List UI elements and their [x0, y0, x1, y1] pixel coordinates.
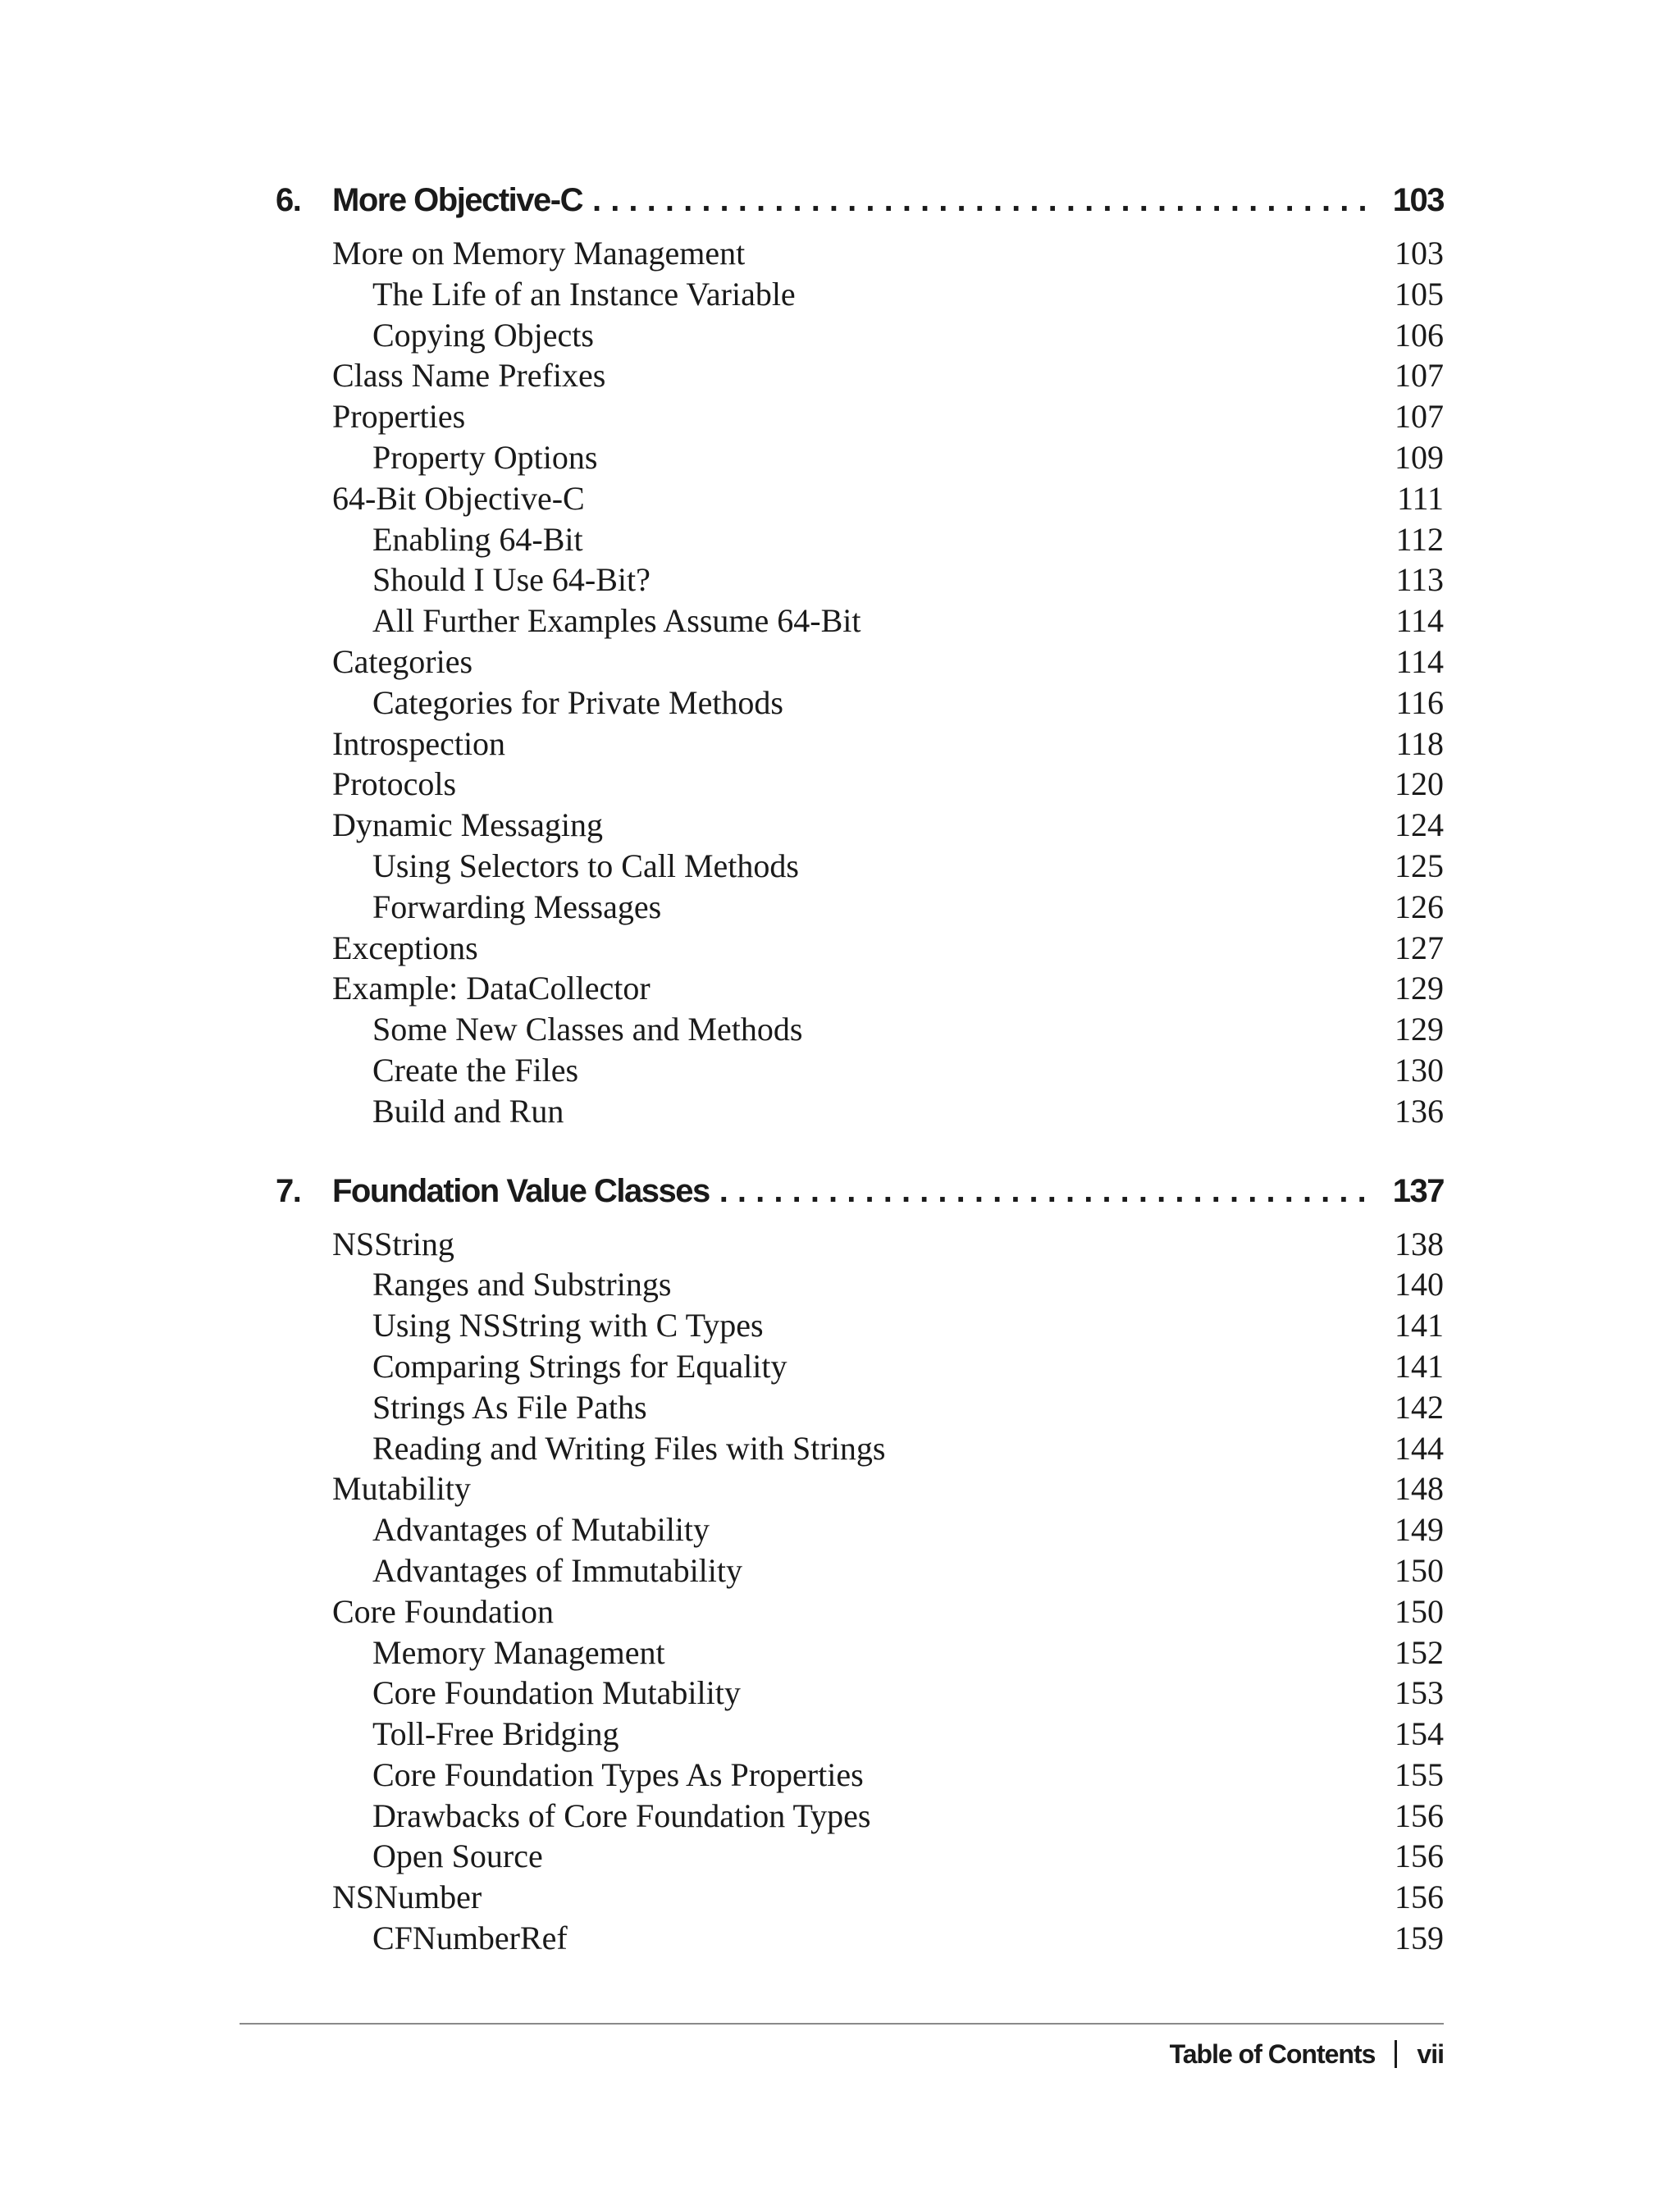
toc-subsection-entry[interactable] — [276, 1091, 1444, 1132]
entry-title: Protocols — [332, 765, 457, 803]
toc-section-entry[interactable] — [276, 764, 1444, 805]
entry-title: Some New Classes and Methods — [372, 1011, 803, 1048]
entry-page-number: 150 — [1395, 1551, 1444, 1589]
toc-subsection-entry[interactable] — [276, 274, 1444, 315]
chapter-heading[interactable] — [276, 1173, 1444, 1224]
toc-section-entry[interactable] — [276, 928, 1444, 969]
entry-page-number: 120 — [1395, 765, 1444, 803]
entry-page-number: 113 — [1395, 561, 1444, 599]
entry-page-number: 142 — [1395, 1388, 1444, 1426]
footer-section-title: Table of Contents — [1169, 2038, 1376, 2069]
footer-page-number: vii — [1417, 2038, 1444, 2069]
toc-subsection-entry[interactable] — [276, 1346, 1444, 1387]
entry-page-number: 129 — [1395, 970, 1444, 1007]
chapter-title: More Objective-C — [332, 182, 582, 218]
toc-subsection-entry[interactable] — [276, 1428, 1444, 1469]
table-of-contents — [276, 182, 1444, 2000]
entry-title: Drawbacks of Core Foundation Types — [372, 1796, 871, 1834]
entry-page-number: 144 — [1395, 1429, 1444, 1467]
entry-title: Advantages of Mutability — [372, 1511, 710, 1549]
entry-page-number: 126 — [1395, 888, 1444, 925]
toc-section-entry[interactable] — [276, 724, 1444, 765]
entry-page-number: 112 — [1395, 520, 1444, 558]
toc-subsection-entry[interactable] — [276, 1755, 1444, 1796]
toc-section-entry[interactable] — [276, 1224, 1444, 1265]
toc-subsection-entry[interactable] — [276, 1305, 1444, 1346]
chapter-7 — [276, 1173, 1444, 1959]
entry-page-number: 106 — [1395, 316, 1444, 354]
entry-page-number: 114 — [1395, 602, 1444, 640]
chapter-title-row — [332, 182, 1444, 219]
entry-page-number: 118 — [1395, 724, 1444, 762]
chapter-7-entries — [276, 1224, 1444, 1959]
entry-page-number: 154 — [1395, 1715, 1444, 1753]
chapter-6 — [276, 182, 1444, 1132]
toc-subsection-entry[interactable] — [276, 1509, 1444, 1550]
entry-title: Open Source — [372, 1838, 543, 1875]
entry-page-number: 107 — [1395, 398, 1444, 436]
entry-page-number: 103 — [1395, 235, 1444, 272]
toc-subsection-entry[interactable] — [276, 1673, 1444, 1714]
entry-page-number: 155 — [1395, 1755, 1444, 1793]
entry-page-number: 156 — [1395, 1796, 1444, 1834]
toc-subsection-entry[interactable] — [276, 1714, 1444, 1755]
entry-title: Build and Run — [372, 1092, 564, 1130]
toc-section-entry[interactable] — [276, 478, 1444, 519]
entry-title: Ranges and Substrings — [372, 1266, 672, 1303]
entry-title: Exceptions — [332, 929, 478, 966]
entry-title: Memory Management — [372, 1633, 665, 1671]
dot-leader — [592, 182, 1376, 219]
entry-title: Comparing Strings for Equality — [372, 1347, 788, 1385]
toc-subsection-entry[interactable] — [276, 1632, 1444, 1673]
entry-title: Advantages of Immutability — [372, 1551, 743, 1589]
entry-page-number: 141 — [1395, 1347, 1444, 1385]
entry-title: Categories — [332, 642, 473, 680]
entry-title: Strings As File Paths — [372, 1388, 647, 1426]
toc-subsection-entry[interactable] — [276, 887, 1444, 928]
entry-title: All Further Examples Assume 64-Bit — [372, 602, 861, 640]
entry-title: Using Selectors to Call Methods — [372, 847, 799, 884]
toc-subsection-entry[interactable] — [276, 1796, 1444, 1837]
toc-section-entry[interactable] — [276, 355, 1444, 396]
entry-page-number: 125 — [1395, 847, 1444, 884]
toc-subsection-entry[interactable] — [276, 1836, 1444, 1877]
toc-section-entry[interactable] — [276, 641, 1444, 682]
toc-subsection-entry[interactable] — [276, 519, 1444, 560]
chapter-6-entries — [276, 233, 1444, 1132]
entry-page-number: 124 — [1395, 806, 1444, 844]
entry-title: More on Memory Management — [332, 235, 746, 272]
entry-title: Forwarding Messages — [372, 888, 662, 925]
entry-title: Properties — [332, 398, 466, 436]
entry-page-number: 127 — [1395, 929, 1444, 966]
chapter-heading[interactable] — [276, 182, 1444, 233]
entry-page-number: 116 — [1395, 683, 1444, 721]
chapter-page-number: 103 — [1392, 182, 1444, 218]
toc-section-entry[interactable] — [276, 1468, 1444, 1509]
entry-title: Property Options — [372, 438, 598, 476]
entry-page-number: 114 — [1395, 642, 1444, 680]
page-footer — [1170, 2031, 1444, 2077]
entry-title: Toll-Free Bridging — [372, 1715, 619, 1753]
entry-title: NSString — [332, 1225, 454, 1262]
entry-page-number: 148 — [1395, 1470, 1444, 1508]
entry-title: Core Foundation — [332, 1592, 554, 1630]
entry-title: Introspection — [332, 724, 506, 762]
entry-page-number: 153 — [1395, 1674, 1444, 1712]
entry-title: Copying Objects — [372, 316, 594, 354]
toc-subsection-entry[interactable] — [276, 1918, 1444, 1959]
entry-page-number: 136 — [1395, 1092, 1444, 1130]
entry-page-number: 111 — [1396, 479, 1444, 517]
entry-title: Categories for Private Methods — [372, 683, 783, 721]
chapter-title: Foundation Value Classes — [332, 1172, 710, 1209]
entry-page-number: 138 — [1395, 1225, 1444, 1262]
entry-title: Dynamic Messaging — [332, 806, 603, 844]
entry-page-number: 140 — [1395, 1266, 1444, 1303]
entry-title: Mutability — [332, 1470, 471, 1508]
entry-title: Core Foundation Types As Properties — [372, 1755, 864, 1793]
chapter-number: 6. — [276, 182, 301, 218]
chapter-page-number: 137 — [1392, 1172, 1444, 1209]
toc-subsection-entry[interactable] — [276, 846, 1444, 887]
entry-page-number: 159 — [1395, 1920, 1444, 1957]
entry-title: Example: DataCollector — [332, 970, 651, 1007]
toc-subsection-entry[interactable] — [276, 1550, 1444, 1591]
entry-title: CFNumberRef — [372, 1920, 568, 1957]
entry-page-number: 107 — [1395, 357, 1444, 395]
chapter-number: 7. — [276, 1172, 301, 1209]
chapter-title-row — [332, 1173, 1444, 1210]
entry-title: Enabling 64-Bit — [372, 520, 583, 558]
entry-title: Core Foundation Mutability — [372, 1674, 741, 1712]
entry-page-number: 156 — [1395, 1838, 1444, 1875]
entry-page-number: 156 — [1395, 1879, 1444, 1916]
toc-section-entry[interactable] — [276, 1591, 1444, 1632]
entry-title: Reading and Writing Files with Strings — [372, 1429, 886, 1467]
toc-subsection-entry[interactable] — [276, 315, 1444, 356]
footer-divider — [240, 2023, 1444, 2025]
entry-title: Create the Files — [372, 1051, 579, 1089]
entry-page-number: 130 — [1395, 1051, 1444, 1089]
entry-title: Should I Use 64-Bit? — [372, 561, 651, 599]
toc-subsection-entry[interactable] — [276, 559, 1444, 600]
entry-page-number: 105 — [1395, 275, 1444, 313]
toc-section-entry[interactable] — [276, 805, 1444, 846]
toc-subsection-entry[interactable] — [276, 1387, 1444, 1428]
entry-title: 64-Bit Objective-C — [332, 479, 585, 517]
toc-section-entry[interactable] — [276, 968, 1444, 1009]
entry-title: Class Name Prefixes — [332, 357, 606, 395]
entry-page-number: 152 — [1395, 1633, 1444, 1671]
entry-page-number: 149 — [1395, 1511, 1444, 1549]
entry-title: NSNumber — [332, 1879, 482, 1916]
toc-section-entry[interactable] — [276, 396, 1444, 437]
entry-title: The Life of an Instance Variable — [372, 275, 796, 313]
toc-section-entry[interactable] — [276, 233, 1444, 274]
entry-page-number: 109 — [1395, 438, 1444, 476]
dot-leader — [719, 1173, 1376, 1210]
toc-subsection-entry[interactable] — [276, 437, 1444, 478]
toc-subsection-entry[interactable] — [276, 682, 1444, 724]
entry-page-number: 150 — [1395, 1592, 1444, 1630]
footer-separator — [1395, 2040, 1397, 2068]
entry-title: Using NSString with C Types — [372, 1307, 764, 1344]
toc-section-entry[interactable] — [276, 1877, 1444, 1918]
toc-subsection-entry[interactable] — [276, 1009, 1444, 1050]
toc-subsection-entry[interactable] — [276, 1050, 1444, 1091]
toc-subsection-entry[interactable] — [276, 600, 1444, 641]
toc-subsection-entry[interactable] — [276, 1264, 1444, 1305]
entry-page-number: 129 — [1395, 1011, 1444, 1048]
entry-page-number: 141 — [1395, 1307, 1444, 1344]
